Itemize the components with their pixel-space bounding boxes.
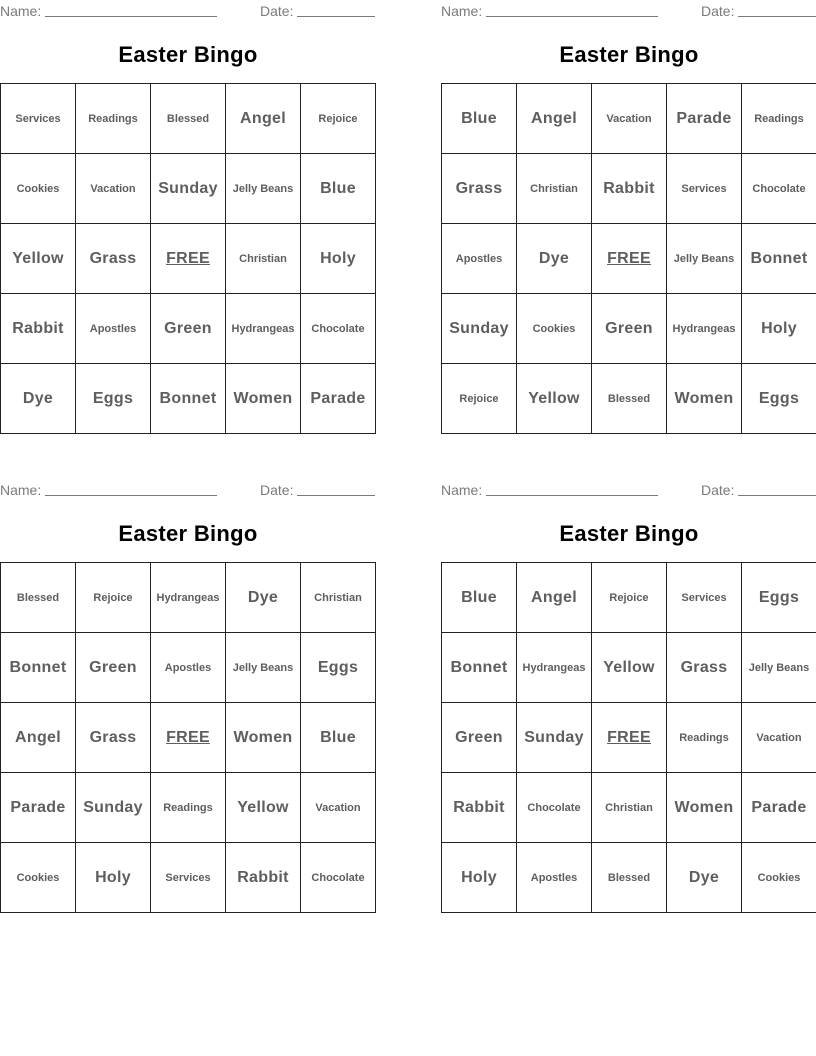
bingo-cell: Holy <box>442 843 517 913</box>
date-label: Date: <box>701 3 735 19</box>
bingo-cell: Christian <box>301 563 376 633</box>
name-label: Name: <box>441 482 483 498</box>
name-line <box>45 479 217 496</box>
grid-row <box>442 773 816 843</box>
name-line <box>45 0 217 17</box>
bingo-cell: Rabbit <box>442 773 517 843</box>
bingo-cell: Rejoice <box>76 563 151 633</box>
bingo-cell: Sunday <box>151 154 226 224</box>
grid-row <box>1 843 376 913</box>
bingo-cell: Apostles <box>76 294 151 364</box>
grid-row <box>1 563 376 633</box>
grid-row <box>1 773 376 843</box>
bingo-cell: Jelly Beans <box>226 633 301 703</box>
bingo-cell: Rabbit <box>1 294 76 364</box>
free-space: FREE <box>151 703 226 773</box>
card-title: Easter Bingo <box>559 521 699 546</box>
bingo-cell: Sunday <box>442 294 517 364</box>
bingo-grid <box>441 83 816 434</box>
bingo-cell: Parade <box>667 84 742 154</box>
bingo-cell: Green <box>592 294 667 364</box>
bingo-cell: Parade <box>1 773 76 843</box>
bingo-grid <box>0 562 376 913</box>
bingo-card <box>0 0 376 440</box>
bingo-cell: Women <box>226 703 301 773</box>
bingo-cell: Dye <box>667 843 742 913</box>
bingo-cell: Cookies <box>1 843 76 913</box>
bingo-cell: Grass <box>76 703 151 773</box>
bingo-cell: Cookies <box>1 154 76 224</box>
bingo-card <box>441 0 816 440</box>
bingo-cell: Parade <box>742 773 816 843</box>
bingo-grid <box>0 83 376 434</box>
bingo-cell: Blue <box>442 563 517 633</box>
name-label: Name: <box>0 3 42 19</box>
bingo-cell: Jelly Beans <box>226 154 301 224</box>
name-label: Name: <box>441 3 483 19</box>
card-header <box>0 479 376 499</box>
bingo-cell: Readings <box>667 703 742 773</box>
bingo-cell: Rejoice <box>592 563 667 633</box>
bingo-cell: Bonnet <box>1 633 76 703</box>
bingo-cell: Parade <box>301 364 376 434</box>
date-line <box>738 0 816 17</box>
bingo-cell: Blue <box>442 84 517 154</box>
bingo-cell: Vacation <box>592 84 667 154</box>
bingo-cell: Angel <box>517 84 592 154</box>
bingo-cell: Green <box>151 294 226 364</box>
card-header <box>0 0 376 20</box>
bingo-cell: Hydrangeas <box>517 633 592 703</box>
bingo-cell: Bonnet <box>151 364 226 434</box>
bingo-cell: Readings <box>151 773 226 843</box>
bingo-cell: Holy <box>742 294 816 364</box>
grid-row <box>1 154 376 224</box>
bingo-cell: Angel <box>1 703 76 773</box>
bingo-cell: Chocolate <box>301 294 376 364</box>
grid-row <box>442 84 816 154</box>
bingo-card <box>441 479 816 919</box>
bingo-cell: Hydrangeas <box>226 294 301 364</box>
date-label: Date: <box>701 482 735 498</box>
bingo-cell: Blessed <box>592 364 667 434</box>
bingo-cell: Cookies <box>517 294 592 364</box>
bingo-cell: Services <box>667 154 742 224</box>
bingo-cell: Eggs <box>742 563 816 633</box>
card-header <box>441 0 816 20</box>
bingo-cell: Grass <box>442 154 517 224</box>
bingo-cell: Women <box>667 773 742 843</box>
bingo-cell: Hydrangeas <box>151 563 226 633</box>
bingo-cell: Jelly Beans <box>742 633 816 703</box>
bingo-cell: Grass <box>76 224 151 294</box>
date-label: Date: <box>260 3 294 19</box>
grid-row <box>442 294 816 364</box>
card-title: Easter Bingo <box>118 42 258 67</box>
name-line <box>486 0 658 17</box>
bingo-cell: Blessed <box>1 563 76 633</box>
grid-row <box>442 154 816 224</box>
date-line <box>297 0 375 17</box>
bingo-cell: Rabbit <box>226 843 301 913</box>
bingo-cell: Christian <box>517 154 592 224</box>
bingo-cell: Services <box>151 843 226 913</box>
bingo-cell: Chocolate <box>742 154 816 224</box>
bingo-cell: Christian <box>592 773 667 843</box>
bingo-cell: Dye <box>1 364 76 434</box>
bingo-cell: Blue <box>301 703 376 773</box>
bingo-cell: Holy <box>301 224 376 294</box>
bingo-cell: Eggs <box>76 364 151 434</box>
date-label: Date: <box>260 482 294 498</box>
bingo-cell: Yellow <box>226 773 301 843</box>
bingo-cell: Apostles <box>442 224 517 294</box>
bingo-cell: Blessed <box>592 843 667 913</box>
bingo-cell: Bonnet <box>442 633 517 703</box>
bingo-cell: Sunday <box>517 703 592 773</box>
grid-row <box>1 294 376 364</box>
bingo-cell: Hydrangeas <box>667 294 742 364</box>
free-space: FREE <box>592 224 667 294</box>
bingo-cell: Bonnet <box>742 224 816 294</box>
free-space: FREE <box>151 224 226 294</box>
bingo-cell: Eggs <box>742 364 816 434</box>
grid-row <box>1 633 376 703</box>
name-line <box>486 479 658 496</box>
date-line <box>297 479 375 496</box>
bingo-cell: Green <box>442 703 517 773</box>
bingo-cell: Apostles <box>517 843 592 913</box>
grid-row <box>442 224 816 294</box>
name-label: Name: <box>0 482 42 498</box>
bingo-cell: Grass <box>667 633 742 703</box>
grid-row <box>442 843 816 913</box>
bingo-cell: Jelly Beans <box>667 224 742 294</box>
bingo-cell: Angel <box>226 84 301 154</box>
bingo-cell: Vacation <box>76 154 151 224</box>
grid-row <box>1 84 376 154</box>
card-title: Easter Bingo <box>118 521 258 546</box>
bingo-cell: Green <box>76 633 151 703</box>
date-line <box>738 479 816 496</box>
bingo-cell: Angel <box>517 563 592 633</box>
bingo-cell: Rejoice <box>442 364 517 434</box>
bingo-cell: Dye <box>517 224 592 294</box>
bingo-cell: Services <box>1 84 76 154</box>
bingo-cell: Holy <box>76 843 151 913</box>
bingo-cell: Yellow <box>1 224 76 294</box>
bingo-cell: Dye <box>226 563 301 633</box>
bingo-cell: Blue <box>301 154 376 224</box>
card-header <box>441 479 816 499</box>
bingo-cell: Christian <box>226 224 301 294</box>
bingo-cell: Vacation <box>301 773 376 843</box>
card-title: Easter Bingo <box>559 42 699 67</box>
free-space: FREE <box>592 703 667 773</box>
grid-row <box>442 703 816 773</box>
bingo-cell: Chocolate <box>517 773 592 843</box>
grid-row <box>1 224 376 294</box>
bingo-cell: Yellow <box>592 633 667 703</box>
bingo-cell: Cookies <box>742 843 816 913</box>
bingo-cell: Blessed <box>151 84 226 154</box>
bingo-cell: Apostles <box>151 633 226 703</box>
grid-row <box>442 364 816 434</box>
bingo-cell: Rabbit <box>592 154 667 224</box>
grid-row <box>1 703 376 773</box>
bingo-cell: Chocolate <box>301 843 376 913</box>
bingo-cell: Women <box>667 364 742 434</box>
bingo-cell: Women <box>226 364 301 434</box>
bingo-cell: Yellow <box>517 364 592 434</box>
bingo-cell: Rejoice <box>301 84 376 154</box>
bingo-cell: Readings <box>76 84 151 154</box>
grid-row <box>442 633 816 703</box>
bingo-card <box>0 479 376 919</box>
bingo-cell: Vacation <box>742 703 816 773</box>
bingo-cell: Sunday <box>76 773 151 843</box>
grid-row <box>1 364 376 434</box>
grid-row <box>442 563 816 633</box>
bingo-cell: Readings <box>742 84 816 154</box>
bingo-grid <box>441 562 816 913</box>
bingo-cell: Eggs <box>301 633 376 703</box>
bingo-cell: Services <box>667 563 742 633</box>
